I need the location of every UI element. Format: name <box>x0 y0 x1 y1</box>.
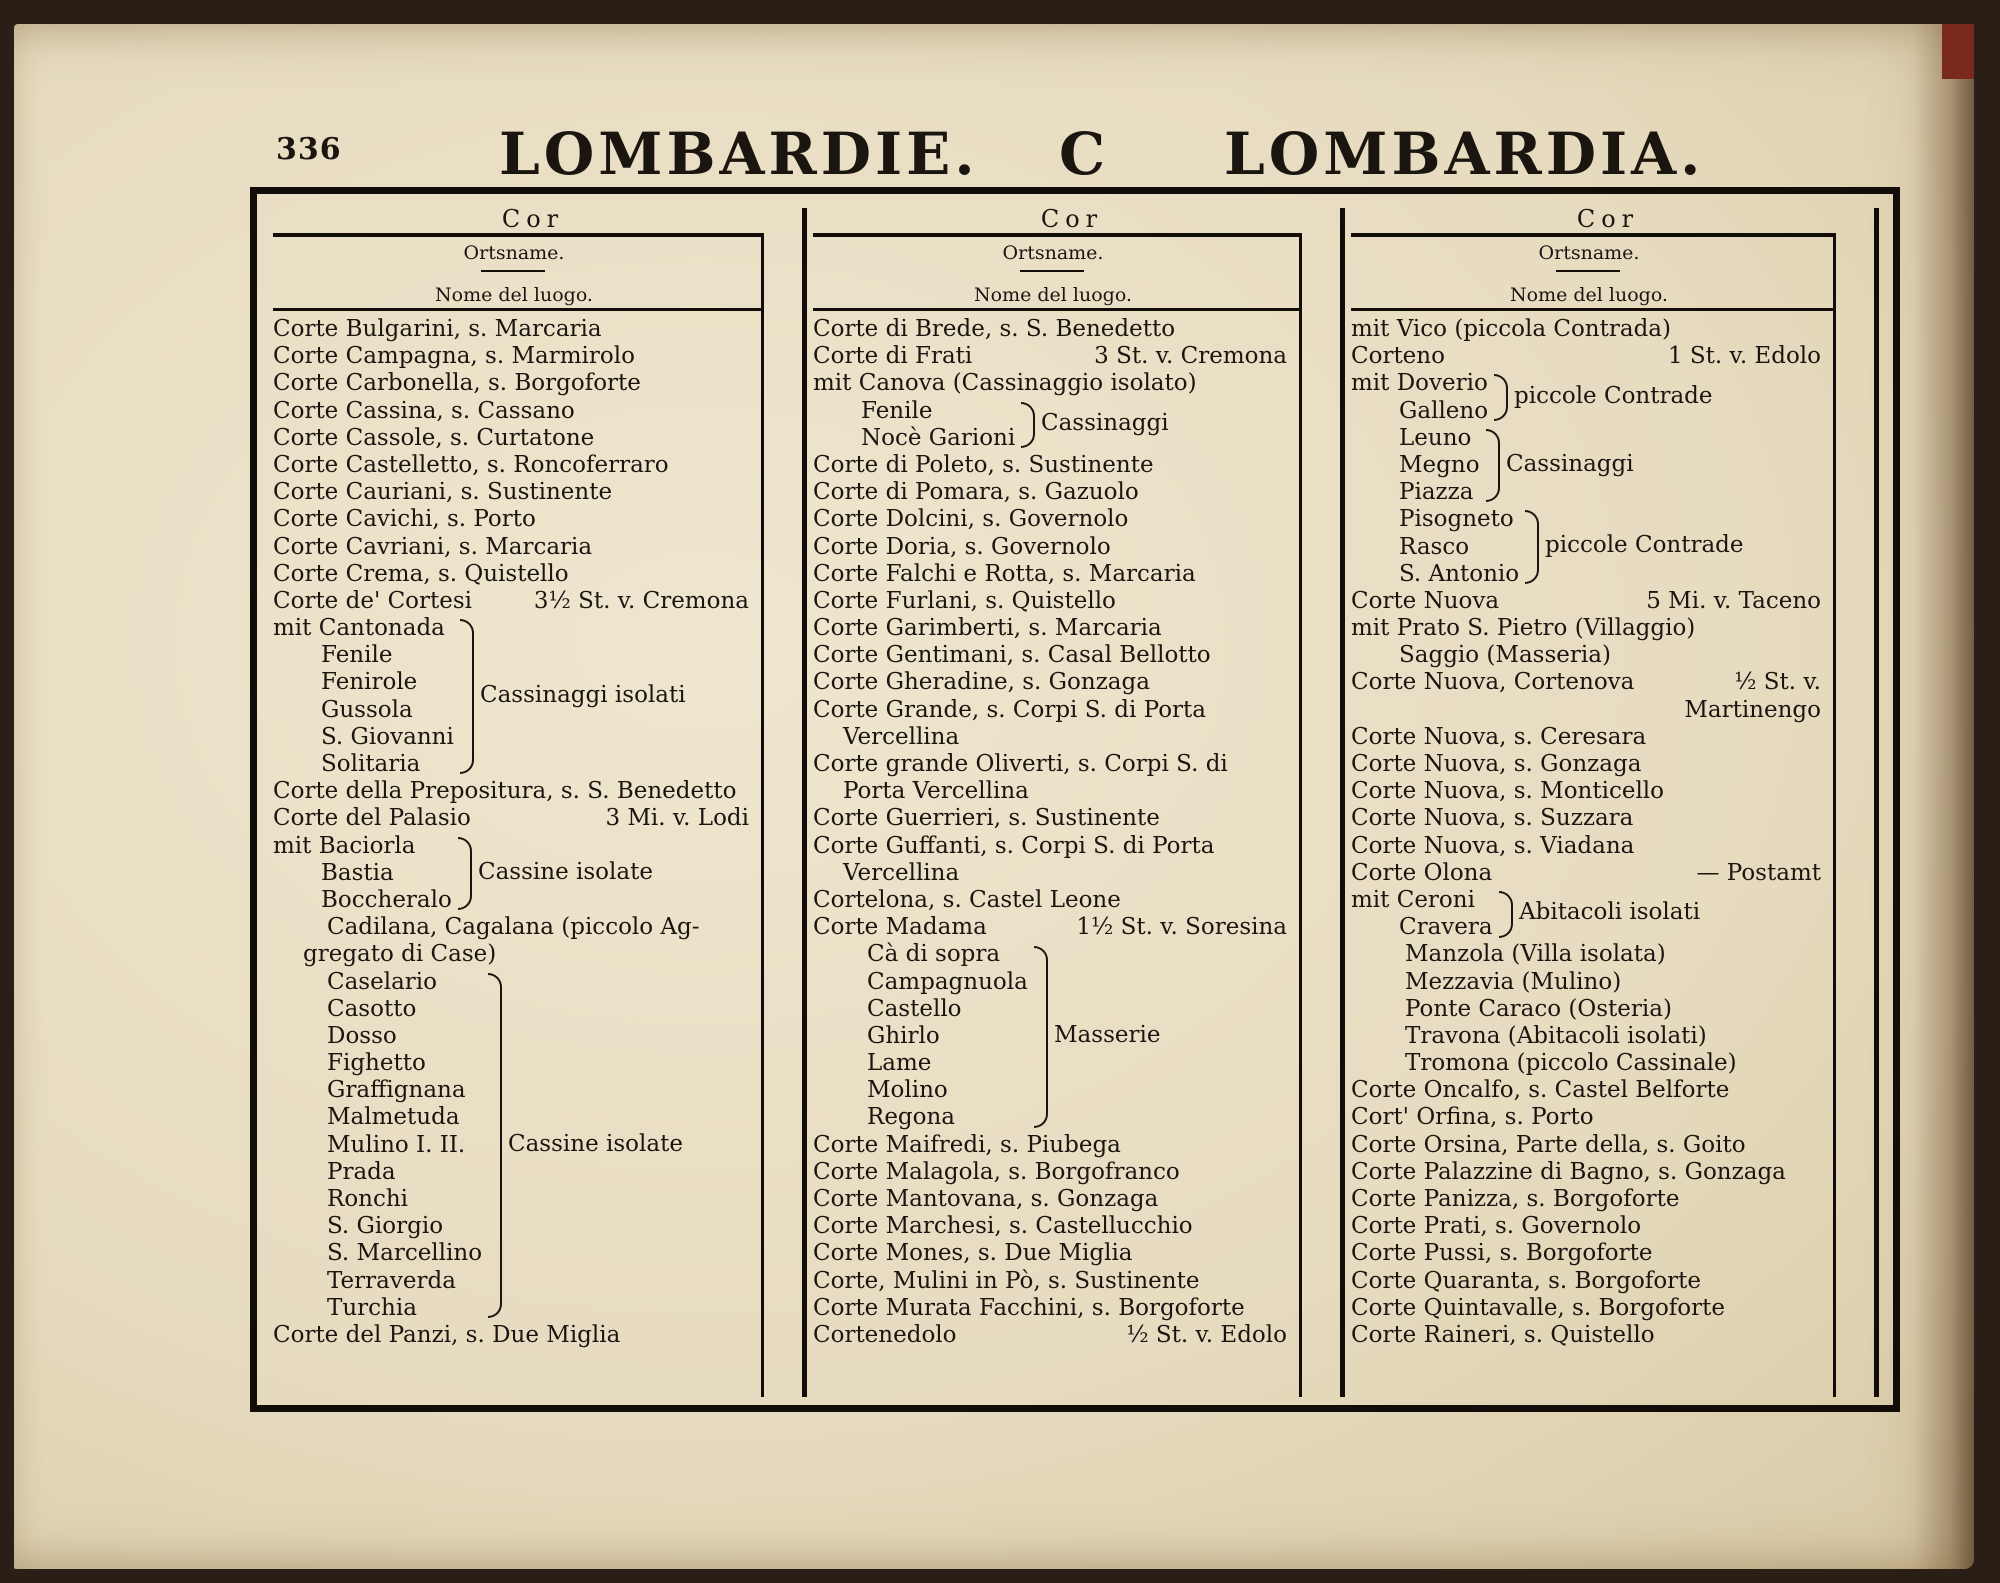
list-item <box>813 941 1287 968</box>
place-name: Corte Guffanti, s. Corpi S. di Porta <box>813 832 1215 859</box>
list-item <box>813 1104 1287 1131</box>
place-name: Corte Furlani, s. Quistello <box>813 587 1116 614</box>
list-item <box>1351 588 1821 615</box>
place-name: Caselario <box>327 968 437 995</box>
place-name: Corte Guerrieri, s. Sustinente <box>813 805 1160 832</box>
distance-note: ½ St. v. Edolo <box>1126 1321 1287 1348</box>
place-name: Corte Campagna, s. Marmirolo <box>273 343 635 370</box>
column-rule <box>761 233 764 1397</box>
list-item <box>813 697 1287 724</box>
place-name: mit Vico (piccola Contrada) <box>1351 316 1671 342</box>
place-name: Corte Nuova, s. Suzzara <box>1351 805 1634 832</box>
list-item <box>813 452 1287 479</box>
list-item <box>273 1240 749 1267</box>
place-name: Corte Quintavalle, s. Borgoforte <box>1351 1294 1725 1321</box>
column-2 <box>813 205 1331 1397</box>
list-item <box>813 588 1287 615</box>
place-name: Corte Nuova, Cortenova <box>1351 669 1635 696</box>
list-item <box>273 343 749 370</box>
place-name: Fenile <box>861 397 933 424</box>
place-name: gregato di Case) <box>303 941 497 968</box>
brace <box>460 619 474 774</box>
place-name: Terraverda <box>327 1267 456 1294</box>
place-name: Gussola <box>321 696 413 723</box>
place-name: Casotto <box>327 995 417 1022</box>
place-name: Corte Dolcini, s. Governolo <box>813 506 1129 533</box>
place-name: Castello <box>867 995 962 1022</box>
list-item <box>1351 561 1821 588</box>
page-spine-shadow <box>1914 24 1974 1569</box>
place-name: Dosso <box>327 1022 397 1049</box>
list-item <box>273 1050 749 1077</box>
place-name: Corte Garimberti, s. Marcaria <box>813 615 1162 642</box>
subheader-ortsname: Ortsname. <box>1002 242 1104 264</box>
place-name: Corte Gheradine, s. Gonzaga <box>813 669 1150 696</box>
place-name: Turchia <box>327 1294 417 1321</box>
place-name: Cadilana, Cagalana (piccolo Ag- <box>327 914 700 941</box>
place-name: Porta Vercellina <box>843 778 1029 805</box>
subheader-dash <box>1556 270 1620 272</box>
place-name: Corte Doria, s. Governolo <box>813 533 1111 560</box>
distance-note: 3½ St. v. Cremona <box>533 587 749 614</box>
subheader-nome-del-luogo: Nome del luogo. <box>974 284 1132 306</box>
distance-note: Martinengo <box>1684 696 1821 723</box>
place-name: Tromona (piccolo Cassinale) <box>1405 1050 1737 1077</box>
list-item <box>273 506 749 533</box>
place-name: Corte del Panzi, s. Due Miglia <box>273 1321 621 1348</box>
column-divider <box>1874 208 1879 1397</box>
list-item <box>273 778 749 805</box>
brace <box>1499 891 1513 937</box>
distance-note: ½ St. v. <box>1734 669 1821 696</box>
distance-note: 3 Mi. v. Lodi <box>605 805 749 832</box>
column-header: Cor <box>1576 205 1640 233</box>
place-name: mit Prato S. Pietro (Villaggio) <box>1351 615 1696 642</box>
place-name: Cravera <box>1399 914 1493 941</box>
list-item <box>813 1023 1287 1050</box>
place-name: Ronchi <box>327 1186 409 1212</box>
brace-label: Cassinaggi <box>1506 450 1634 477</box>
list-item <box>1351 1240 1821 1267</box>
place-name: S. Giovanni <box>321 723 454 750</box>
place-name: Corte Oncalfo, s. Castel Belforte <box>1351 1077 1730 1104</box>
list-item <box>273 969 749 996</box>
column-rule <box>1833 233 1836 1397</box>
list-item <box>1351 1104 1821 1131</box>
list-item <box>273 1104 749 1131</box>
place-name: Corte Olona <box>1351 859 1493 886</box>
list-item <box>273 1077 749 1104</box>
place-name: Corte Madama <box>813 914 987 941</box>
list-item <box>1351 1268 1821 1295</box>
place-name: Corte Castelletto, s. Roncoferraro <box>273 451 669 478</box>
place-name: Corte Mones, s. Due Miglia <box>813 1240 1133 1267</box>
list-item <box>1351 941 1821 968</box>
list-item <box>813 642 1287 669</box>
place-name: Fenile <box>321 642 393 669</box>
subheader-dash <box>481 270 545 272</box>
heading-german: LOMBARDIE. <box>499 120 979 188</box>
list-item <box>813 1159 1287 1186</box>
place-name: Mulino I. II. <box>327 1131 466 1158</box>
list-item <box>813 724 1287 751</box>
place-name: Corteno <box>1351 343 1445 370</box>
place-name: Cà di sopra <box>867 941 1001 968</box>
place-name: mit Baciorla <box>273 832 416 859</box>
place-name: Megno <box>1399 451 1480 478</box>
list-item <box>813 1077 1287 1104</box>
list-item <box>813 860 1287 887</box>
list-item <box>813 1050 1287 1077</box>
place-name: mit Cantonada <box>273 615 445 642</box>
place-name: Vercellina <box>843 723 960 750</box>
column-header: Cor <box>1040 205 1104 233</box>
place-name: Corte Malagola, s. Borgofranco <box>813 1158 1180 1185</box>
list-item <box>1351 1213 1821 1240</box>
distance-note: 3 St. v. Cremona <box>1094 343 1287 370</box>
place-name: Vercellina <box>843 859 960 886</box>
list-item <box>813 778 1287 805</box>
list-item <box>813 1322 1287 1349</box>
brace <box>1525 510 1539 584</box>
column-divider <box>802 208 807 1397</box>
place-name: Corte Nuova, s. Ceresara <box>1351 723 1647 750</box>
place-name: Regona <box>867 1104 956 1131</box>
list-item <box>273 316 749 343</box>
place-name: Graffignana <box>327 1077 466 1104</box>
list-item <box>273 398 749 425</box>
list-item <box>273 479 749 506</box>
place-name: Galleno <box>1399 397 1489 424</box>
list-item <box>813 751 1287 778</box>
place-name: Corte di Frati <box>813 343 973 370</box>
place-name: Malmetuda <box>327 1104 460 1131</box>
brace-label: Masserie <box>1054 1021 1161 1048</box>
distance-note: 5 Mi. v. Taceno <box>1646 587 1821 614</box>
place-name: Bastia <box>321 859 394 886</box>
list-item <box>1351 669 1821 696</box>
place-name: Campagnuola <box>867 968 1028 995</box>
brace-label: piccole Contrade <box>1514 382 1713 409</box>
list-item <box>273 805 749 832</box>
heading-letter: C <box>1059 120 1110 188</box>
brace <box>1034 946 1048 1128</box>
brace <box>488 973 502 1319</box>
list-item <box>273 1295 749 1322</box>
brace-label: Cassinaggi isolati <box>480 681 686 708</box>
place-name: Corte Quaranta, s. Borgoforte <box>1351 1267 1702 1294</box>
place-name: S. Antonio <box>1399 560 1520 587</box>
place-name: Corte Nuova, s. Monticello <box>1351 778 1665 805</box>
list-item <box>1351 506 1821 533</box>
place-name: Corte Maifredi, s. Piubega <box>813 1131 1121 1158</box>
place-name: Corte di Pomara, s. Gazuolo <box>813 479 1139 506</box>
place-name: Corte Cassole, s. Curtatone <box>273 424 595 451</box>
list-item <box>813 316 1287 343</box>
place-name: Corte Cauriani, s. Sustinente <box>273 479 613 506</box>
list-item <box>813 669 1287 696</box>
list-item <box>1351 642 1821 669</box>
place-name: Travona (Abitacoli isolati) <box>1405 1022 1707 1049</box>
list-item <box>1351 425 1821 452</box>
list-item <box>1351 778 1821 805</box>
list-item <box>273 642 749 669</box>
place-name: Solitaria <box>321 751 421 777</box>
list-item <box>813 1268 1287 1295</box>
list-item <box>273 914 749 941</box>
place-name: Corte Mantovana, s. Gonzaga <box>813 1186 1159 1212</box>
book-page <box>14 24 1974 1569</box>
place-name: Cortelona, s. Castel Leone <box>813 886 1121 913</box>
place-name: Rasco <box>1399 533 1470 560</box>
column-header: Cor <box>501 205 565 233</box>
place-name: S. Giorgio <box>327 1213 444 1240</box>
subheader-rule <box>813 308 1301 311</box>
column-rule <box>1299 233 1302 1397</box>
place-name: Corte Nuova, s. Viadana <box>1351 832 1635 859</box>
place-name: Corte Cavichi, s. Porto <box>273 506 536 533</box>
list-item <box>813 914 1287 941</box>
list-item <box>273 1159 749 1186</box>
entry-list <box>813 316 1287 1349</box>
list-item <box>273 615 749 642</box>
distance-note: — Postamt <box>1696 859 1821 886</box>
header-rule <box>273 233 763 237</box>
list-item <box>813 969 1287 996</box>
subheader-dash <box>1020 270 1084 272</box>
list-item <box>813 1186 1287 1213</box>
list-item <box>1351 343 1821 370</box>
list-item <box>1351 1322 1821 1349</box>
place-name: Corte Grande, s. Corpi S. di Porta <box>813 696 1206 723</box>
list-item <box>813 887 1287 914</box>
place-name: Corte Crema, s. Quistello <box>273 560 569 587</box>
list-item <box>1351 1159 1821 1186</box>
place-name: Corte Marchesi, s. Castellucchio <box>813 1213 1193 1240</box>
list-item <box>1351 316 1821 343</box>
brace <box>1486 429 1500 503</box>
column-3 <box>1351 205 1865 1397</box>
subheader-ortsname: Ortsname. <box>463 242 565 264</box>
place-name: Mezzavia (Mulino) <box>1405 968 1622 995</box>
place-name: Corte Bulgarini, s. Marcaria <box>273 316 602 342</box>
subheader-rule <box>1351 308 1835 311</box>
place-name: mit Doverio <box>1351 370 1488 397</box>
list-item <box>273 1023 749 1050</box>
list-item <box>1351 479 1821 506</box>
brace <box>1021 402 1035 448</box>
list-item <box>813 1240 1287 1267</box>
place-name: Corte grande Oliverti, s. Corpi S. di <box>813 751 1228 777</box>
list-item <box>1351 860 1821 887</box>
place-name: Corte di Poleto, s. Sustinente <box>813 451 1154 478</box>
place-name: Saggio (Masseria) <box>1399 642 1611 669</box>
list-item <box>273 724 749 751</box>
list-item <box>1351 996 1821 1023</box>
list-item <box>1351 1295 1821 1322</box>
brace-label: Abitacoli isolati <box>1519 899 1701 926</box>
place-name: Corte della Prepositura, s. S. Benedetto <box>273 778 737 805</box>
brace <box>1494 374 1508 420</box>
place-name: Manzola (Villa isolata) <box>1405 941 1666 968</box>
place-name: Corte Prati, s. Governolo <box>1351 1213 1642 1240</box>
list-item <box>273 1186 749 1213</box>
place-name: Corte Orsina, Parte della, s. Goito <box>1351 1131 1746 1158</box>
list-item <box>813 996 1287 1023</box>
subheader-rule <box>273 308 763 311</box>
list-item <box>1351 615 1821 642</box>
brace <box>458 837 472 911</box>
place-name: Corte Carbonella, s. Borgoforte <box>273 370 641 397</box>
page-number: 336 <box>276 132 342 167</box>
header-rule <box>1351 233 1835 237</box>
column-divider <box>1340 208 1345 1397</box>
list-item <box>813 615 1287 642</box>
place-name: Fenirole <box>321 669 418 696</box>
place-name: Fighetto <box>327 1050 426 1077</box>
place-name: Piazza <box>1399 479 1474 506</box>
list-item <box>813 534 1287 561</box>
place-name: Leuno <box>1399 424 1472 451</box>
list-item <box>1351 1077 1821 1104</box>
list-item <box>813 1132 1287 1159</box>
brace-label: Cassinaggi <box>1041 409 1169 436</box>
distance-note: 1 St. v. Edolo <box>1667 343 1821 370</box>
list-item <box>813 1295 1287 1322</box>
subheader-nome-del-luogo: Nome del luogo. <box>1510 284 1668 306</box>
place-name: Molino <box>867 1077 948 1104</box>
place-name: Ghirlo <box>867 1022 940 1049</box>
place-name: Ponte Caraco (Osteria) <box>1405 995 1672 1022</box>
list-item <box>273 425 749 452</box>
place-name: Pisogneto <box>1399 506 1514 533</box>
place-name: Lame <box>867 1050 932 1077</box>
list-item <box>1351 1050 1821 1077</box>
place-name: Corte, Mulini in Pò, s. Sustinente <box>813 1267 1200 1294</box>
place-name: Corte Pussi, s. Borgoforte <box>1351 1240 1653 1267</box>
place-name: Corte Gentimani, s. Casal Bellotto <box>813 642 1211 669</box>
list-item <box>1351 969 1821 996</box>
place-name: Boccheralo <box>321 886 452 913</box>
place-name: Nocè Garioni <box>861 424 1016 451</box>
list-item <box>813 506 1287 533</box>
list-item <box>813 1213 1287 1240</box>
header-rule <box>813 233 1301 237</box>
brace-label: Cassine isolate <box>508 1130 683 1157</box>
list-item <box>813 370 1287 397</box>
list-item <box>273 833 749 860</box>
list-item <box>273 561 749 588</box>
place-name: Corte Palazzine di Bagno, s. Gonzaga <box>1351 1158 1786 1185</box>
column-1 <box>273 205 793 1397</box>
brace-label: piccole Contrade <box>1545 532 1744 559</box>
list-item <box>813 479 1287 506</box>
subheader-nome-del-luogo: Nome del luogo. <box>435 284 593 306</box>
list-item <box>813 805 1287 832</box>
list-item <box>1351 724 1821 751</box>
place-name: Corte Raineri, s. Quistello <box>1351 1321 1655 1348</box>
list-item <box>813 561 1287 588</box>
list-item <box>273 941 749 968</box>
list-item <box>1351 805 1821 832</box>
place-name: Corte di Brede, s. S. Benedetto <box>813 316 1176 342</box>
list-item <box>273 996 749 1023</box>
place-name: Cortenedolo <box>813 1321 957 1348</box>
list-item <box>273 588 749 615</box>
list-item <box>273 452 749 479</box>
book-edge-red <box>1942 24 1974 79</box>
list-item <box>273 887 749 914</box>
list-item <box>813 343 1287 370</box>
place-name: Corte Cavriani, s. Marcaria <box>273 533 593 560</box>
list-item <box>1351 1186 1821 1213</box>
place-name: Cort' Orfina, s. Porto <box>1351 1104 1594 1131</box>
distance-note: 1½ St. v. Soresina <box>1076 914 1287 941</box>
subheader-ortsname: Ortsname. <box>1538 242 1640 264</box>
place-name: Corte Panizza, s. Borgoforte <box>1351 1186 1680 1212</box>
list-item <box>273 1268 749 1295</box>
place-name: Corte Falchi e Rotta, s. Marcaria <box>813 560 1196 587</box>
place-name: Corte Nuova <box>1351 587 1500 614</box>
place-name: Prada <box>327 1158 396 1185</box>
list-item <box>1351 1132 1821 1159</box>
list-item <box>1351 1023 1821 1050</box>
list-item <box>813 833 1287 860</box>
list-item <box>273 370 749 397</box>
place-name: Corte Cassina, s. Cassano <box>273 397 575 424</box>
list-item <box>273 534 749 561</box>
place-name: Corte de' Cortesi <box>273 587 473 614</box>
place-name: Corte Murata Facchini, s. Borgoforte <box>813 1294 1245 1321</box>
heading-italian: LOMBARDIA. <box>1224 120 1705 188</box>
place-name: Corte del Palasio <box>273 805 471 832</box>
list-item <box>1351 751 1821 778</box>
place-name: Corte Nuova, s. Gonzaga <box>1351 751 1642 777</box>
entry-list <box>273 316 749 1349</box>
list-item <box>273 751 749 778</box>
brace-label: Cassine isolate <box>478 858 653 885</box>
place-name: mit Ceroni <box>1351 886 1475 913</box>
list-item <box>1351 833 1821 860</box>
table-frame <box>250 187 1900 1412</box>
place-name: S. Marcellino <box>327 1240 483 1267</box>
list-item <box>1351 697 1821 724</box>
place-name: mit Canova (Cassinaggio isolato) <box>813 370 1197 397</box>
list-item <box>273 1213 749 1240</box>
list-item <box>273 1322 749 1349</box>
